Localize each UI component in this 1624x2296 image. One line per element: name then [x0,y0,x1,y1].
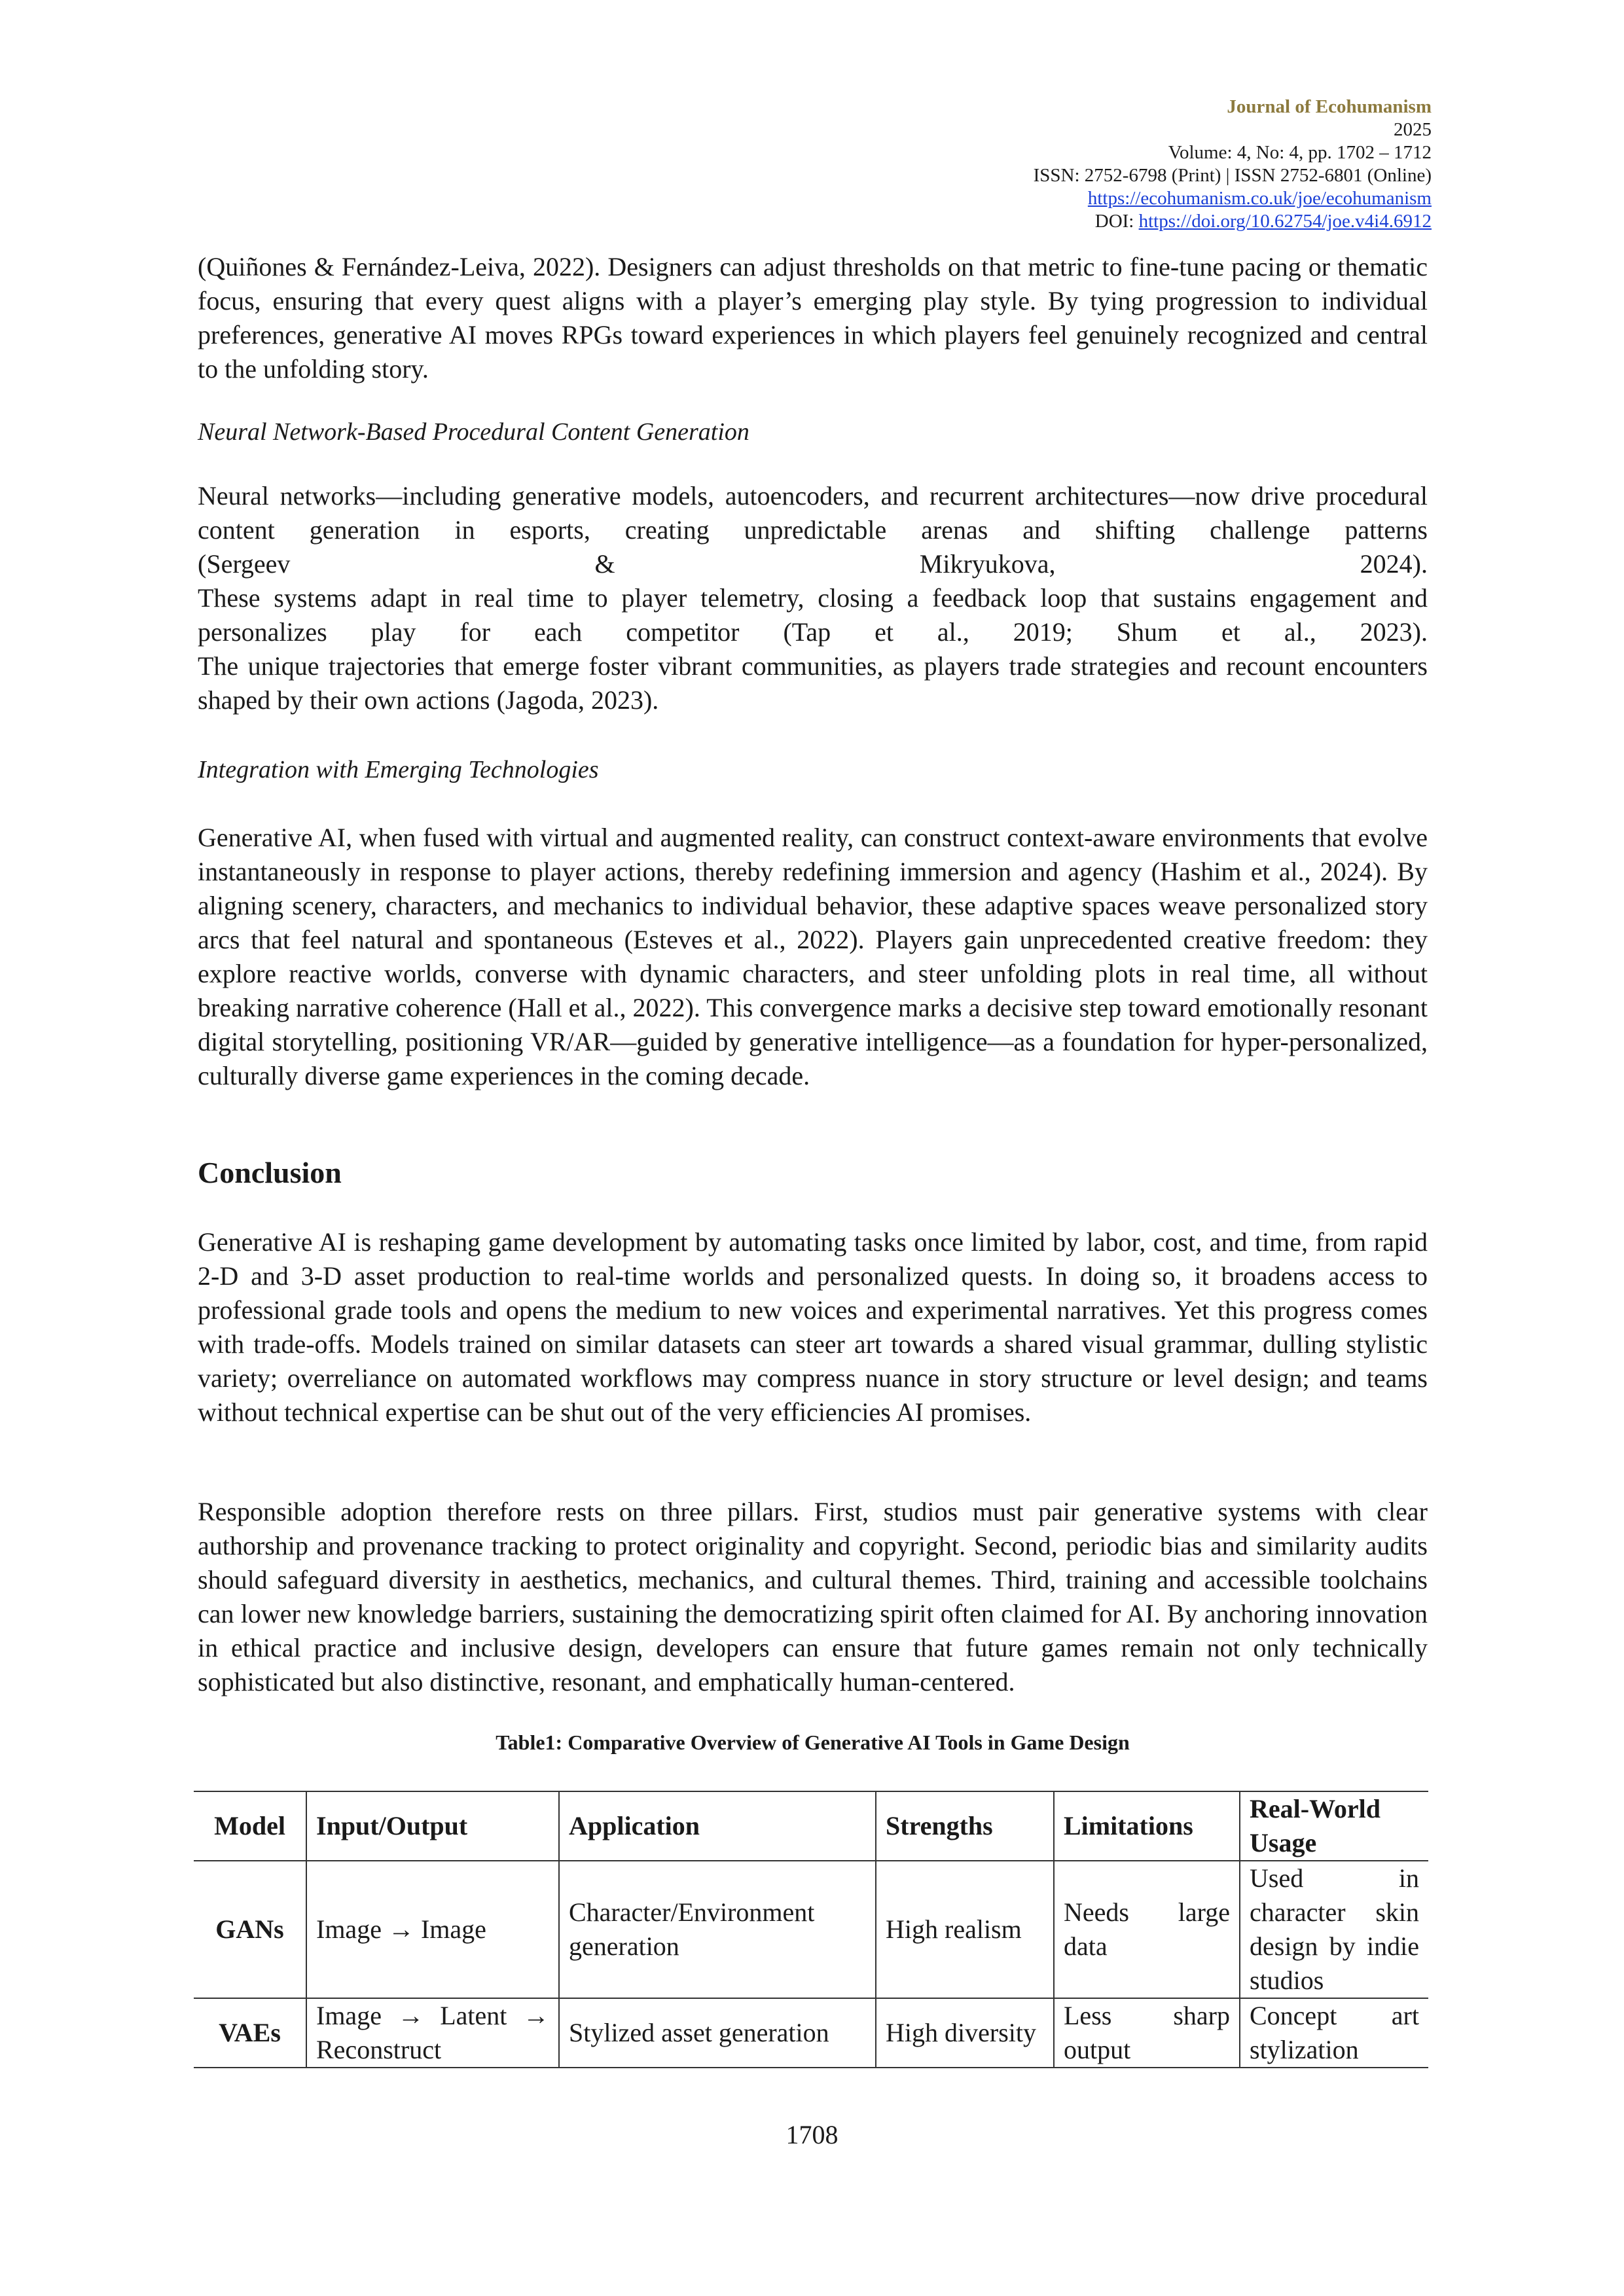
doi-label: DOI: [1094,211,1139,232]
journal-year: 2025 [1394,119,1432,140]
neural-paragraph-line3: These systems adapt in real time to player telemetry, closing a feedback loop that sustains engagement and personalizes play for each competitor (Tap et al., 2019; Shum et al., 2023). [198,583,1428,647]
table-cell: Less sharp output [1054,1998,1240,2068]
journal-name: Journal of Ecohumanism [1227,96,1432,117]
table-header-cell: Application [559,1791,876,1861]
neural-heading-block [198,415,1428,449]
table-header-cell: Limitations [1054,1791,1240,1861]
table-cell: Needs large data [1054,1861,1240,1998]
intro-block [198,250,1428,386]
table-header-cell: Model [194,1791,306,1861]
doi-line [1034,210,1432,233]
table-cell: Used in character skin design by indie studios [1240,1861,1428,1998]
journal-url-link[interactable]: https://ecohumanism.co.uk/joe/ecohumanism [1087,188,1432,209]
table-header-cell: Input/Output [306,1791,559,1861]
table-header-row [194,1791,1428,1861]
table-header-cell: Real-World Usage [1240,1791,1428,1861]
integration-section [198,821,1428,1093]
table-cell: Character/Environment generation [559,1861,876,1998]
doi-link[interactable]: https://doi.org/10.62754/joe.v4i4.6912 [1138,211,1432,232]
table-cell-model: GANs [194,1861,306,1998]
neural-paragraph-line4: The unique trajectories that emerge foster vibrant communities, as players trade strategies and recount encounters shaped by their own actions (Jagoda, 2023). [198,651,1428,715]
table-cell: High diversity [876,1998,1054,2068]
integration-heading-block [198,753,1428,787]
table-cell: Concept art stylization [1240,1998,1428,2068]
conclusion-heading-block [198,1155,1428,1191]
neural-section [198,479,1428,717]
conclusion-paragraph-2: Responsible adoption therefore rests on three pillars. First, studios must pair generative systems with clear authorship and provenance tracking to protect originality and copyright. Second, periodic bias and similarity audits should safeguard diversity in aesthetics, mechanics, and cultural themes. Third, training and accessible toolchains can lower new knowledge barriers, sustaining the democratizing spirit often claimed for AI. By anchoring innovation in ethical practice and inclusive design, developers can ensure that future games remain not only technically sophisticated but also distinctive, resonant, and emphatically human-centered. [198,1497,1428,1696]
table-cell: Image → Latent → Reconstruct [306,1998,559,2068]
table-row [194,1998,1428,2068]
journal-header [1034,96,1432,233]
table-row [194,1861,1428,1998]
neural-heading: Neural Network-Based Procedural Content Generation [198,418,749,446]
integration-heading: Integration with Emerging Technologies [198,756,599,783]
comparison-table [194,1791,1428,2068]
table-cell: Stylized asset generation [559,1998,876,2068]
neural-paragraph-line2: (Sergeev & Mikryukova, 2024). [198,549,1428,579]
journal-issn: ISSN: 2752-6798 (Print) | ISSN 2752-6801 (Online) [1033,165,1432,186]
conclusion-paragraph-2-block [198,1495,1428,1699]
table-caption: Table1: Comparative Overview of Generative AI Tools in Game Design [496,1731,1130,1754]
conclusion-paragraph-1-block [198,1225,1428,1429]
intro-paragraph: (Quiñones & Fernández-Leiva, 2022). Designers can adjust thresholds on that metric to fine-tune pacing or thematic focus, ensuring that every quest aligns with a player’s emerging play style. By tying progression to individual preferences, generative AI moves RPGs toward experiences in which players feel genuinely recognized and central to the unfolding story. [198,252,1428,384]
table-cell: High realism [876,1861,1054,1998]
table-cell: Image → Image [306,1861,559,1998]
integration-paragraph: Generative AI, when fused with virtual and augmented reality, can construct context-aware environments that evolve instantaneously in response to player actions, thereby redefining immersion and agency (Hashim et al., 2024). By aligning scenery, characters, and mechanics to individual behavior, these adaptive spaces weave personalized story arcs that feel natural and spontaneous (Esteves et al., 2022). Players gain unprecedented creative freedom: they explore reactive worlds, converse with dynamic characters, and steer unfolding plots in real time, all without breaking narrative coherence (Hall et al., 2022). This convergence marks a decisive step toward emotionally resonant digital storytelling, positioning VR/AR—guided by generative intelligence—as a foundation for hyper-personalized, culturally diverse game experiences in the coming decade. [198,823,1428,1090]
conclusion-paragraph-1: Generative AI is reshaping game development by automating tasks once limited by labor, cost, and time, from rapid 2-D and 3-D asset production to real-time worlds and personalized quests. In doing so, it broadens access to professional grade tools and opens the medium to new voices and experimental narratives. Yet this progress comes with trade-offs. Models trained on similar datasets can steer art towards a shared visual grammar, dulling stylistic variety; overreliance on automated workflows may compress nuance in story structure or level design; and teams without technical expertise can be shut out of the very efficiencies AI promises. [198,1227,1428,1427]
journal-volume: Volume: 4, No: 4, pp. 1702 – 1712 [1168,142,1432,163]
page-number: 1708 [785,2120,839,2149]
table-header-cell: Strengths [876,1791,1054,1861]
conclusion-heading: Conclusion [198,1156,342,1189]
neural-paragraph-line1: Neural networks—including generative models, autoencoders, and recurrent architectures—now drive procedural content generation in esports, creating unpredictable arenas and shifting challenge patterns [198,481,1428,545]
table-cell-model: VAEs [194,1998,306,2068]
